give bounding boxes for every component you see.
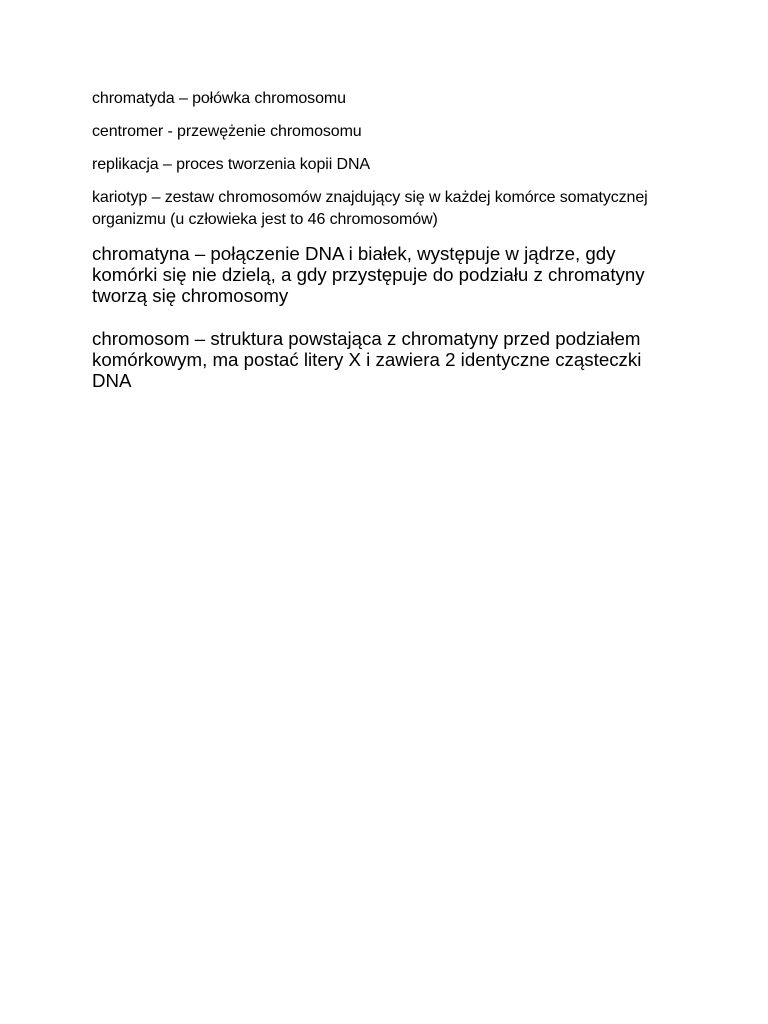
definition-chromatyna: chromatyna – połączenie DNA i białek, występuje w jądrze, gdy komórki się nie dzielą, a gdy przystępuje do podziału z chromatyny tworzą się chromosomy xyxy=(92,243,645,306)
definition-chromosom: chromosom – struktura powstająca z chromatyny przed podziałem komórkowym, ma postać litery X i zawiera 2 identyczne cząsteczki DNA xyxy=(92,328,642,391)
definition-centromer: centromer - przewężenie chromosomu xyxy=(92,123,362,140)
definition-replikacja: replikacja – proces tworzenia kopii DNA xyxy=(92,156,370,173)
document-body xyxy=(92,88,682,391)
definition-kariotyp: kariotyp – zestaw chromosomów znajdujący się w każdej komórce somatycznej organizmu (u człowieka jest to 46 chromosomów) xyxy=(92,189,648,228)
definition-chromatyda: chromatyda – połówka chromosomu xyxy=(92,90,346,107)
